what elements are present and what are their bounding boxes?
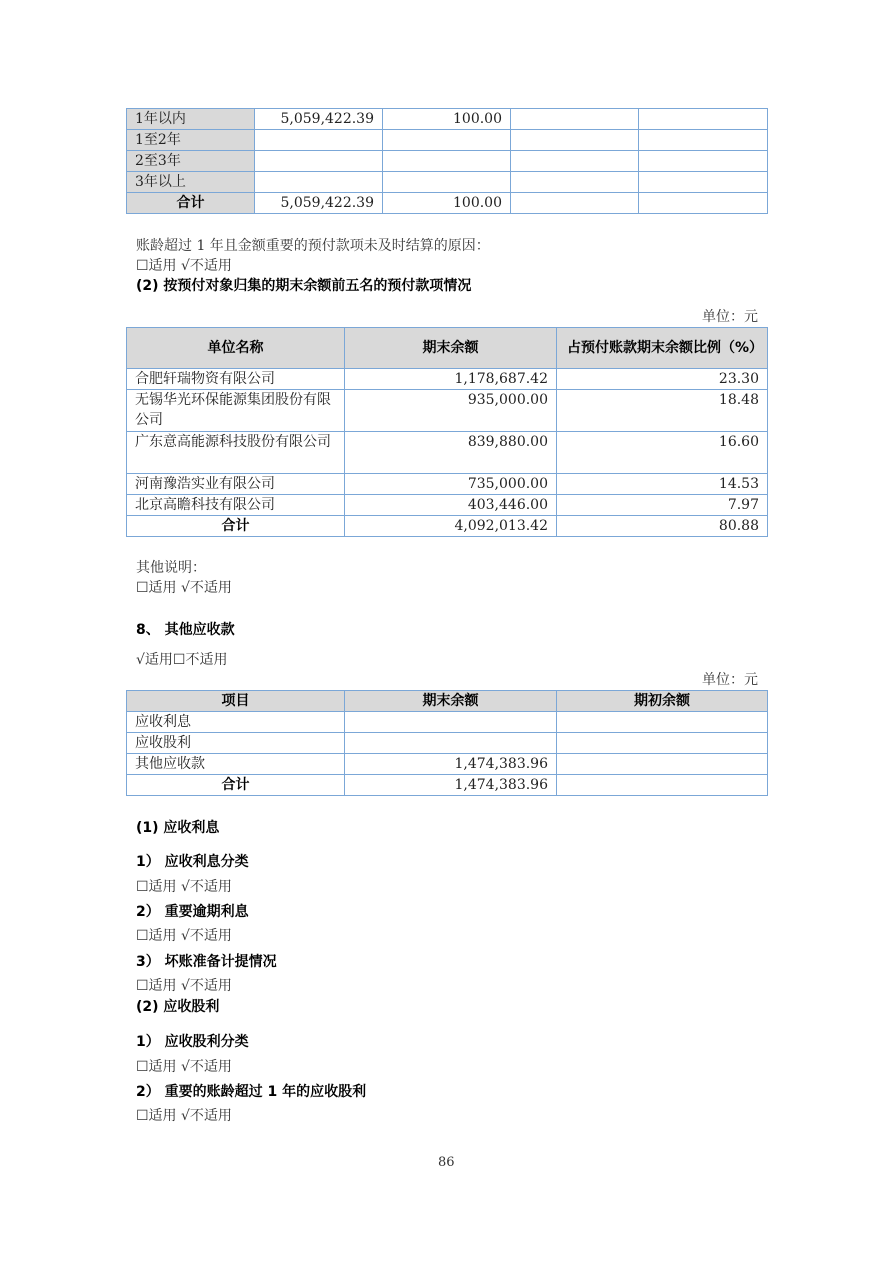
empty-cell [639, 151, 768, 172]
begin-balance-cell [557, 733, 768, 754]
amount-cell: 735,000.00 [345, 474, 557, 495]
table-row [127, 109, 768, 130]
top5-prepayment-table [126, 327, 768, 537]
item-cell: 应收股利 [127, 733, 345, 754]
ratio-cell: 7.97 [557, 495, 768, 516]
interest-sub2-applicability: ☐适用 √不适用 [136, 928, 232, 944]
ratio-cell: 23.30 [557, 369, 768, 390]
empty-cell [639, 172, 768, 193]
section-top5-heading: (2) 按预付对象归集的期末余额前五名的预付款项情况 [136, 278, 472, 294]
begin-balance-cell [557, 712, 768, 733]
dividend-sub1-heading: 1） 应收股利分类 [136, 1034, 249, 1050]
table-row [127, 369, 768, 390]
aging-table [126, 108, 768, 214]
total-row [127, 775, 768, 796]
table-row [127, 495, 768, 516]
company-name: 无锡华光环保能源集团股份有限公司 [127, 390, 345, 432]
table-row [127, 733, 768, 754]
end-balance-cell [345, 733, 557, 754]
table-row [127, 390, 768, 432]
total-ratio: 100.00 [383, 193, 511, 214]
page-number: 86 [438, 1155, 455, 1170]
interest-sub3-heading: 3） 坏账准备计提情况 [136, 954, 277, 970]
table-row [127, 172, 768, 193]
dividend-sub1-applicability: ☐适用 √不适用 [136, 1059, 232, 1075]
other-notes-applicability: ☐适用 √不适用 [136, 580, 232, 596]
empty-cell [639, 130, 768, 151]
total-row [127, 516, 768, 537]
end-balance-cell [345, 712, 557, 733]
row-label: 1年以内 [127, 109, 255, 130]
ratio-cell [383, 130, 511, 151]
interest-heading: (1) 应收利息 [136, 820, 220, 836]
empty-cell [511, 130, 639, 151]
col-header-name: 单位名称 [127, 328, 345, 369]
total-label: 合计 [127, 516, 345, 537]
item-cell: 其他应收款 [127, 754, 345, 775]
end-balance-cell: 1,474,383.96 [345, 754, 557, 775]
ratio-cell [383, 151, 511, 172]
aging-reason-text: 账龄超过 1 年且金额重要的预付款项未及时结算的原因： [136, 238, 490, 254]
col-header-amount: 期末余额 [345, 328, 557, 369]
amount-cell: 1,178,687.42 [345, 369, 557, 390]
empty-cell [639, 193, 768, 214]
interest-sub1-applicability: ☐适用 √不适用 [136, 879, 232, 895]
dividend-sub2-heading: 2） 重要的账龄超过 1 年的应收股利 [136, 1084, 367, 1100]
interest-sub2-heading: 2） 重要逾期利息 [136, 904, 249, 920]
col-header-end-balance: 期末余额 [345, 691, 557, 712]
company-name: 合肥轩瑞物资有限公司 [127, 369, 345, 390]
amount-cell: 839,880.00 [345, 432, 557, 474]
total-row [127, 193, 768, 214]
table-row [127, 712, 768, 733]
ratio-cell: 14.53 [557, 474, 768, 495]
total-ratio: 80.88 [557, 516, 768, 537]
total-amount: 4,092,013.42 [345, 516, 557, 537]
amount-cell [255, 151, 383, 172]
row-label: 1至2年 [127, 130, 255, 151]
amount-cell [255, 172, 383, 193]
company-name: 河南豫浩实业有限公司 [127, 474, 345, 495]
unit-label: 单位：元 [702, 309, 758, 325]
total-amount: 5,059,422.39 [255, 193, 383, 214]
other-notes-label: 其他说明： [136, 560, 206, 576]
table-row [127, 130, 768, 151]
col-header-begin-balance: 期初余额 [557, 691, 768, 712]
ratio-cell [383, 172, 511, 193]
unit-label: 单位：元 [702, 672, 758, 688]
total-label: 合计 [127, 775, 345, 796]
aging-reason-applicability: ☐适用 √不适用 [136, 258, 232, 274]
empty-cell [511, 172, 639, 193]
section-8-heading: 8、 其他应收款 [136, 622, 235, 638]
amount-cell: 403,446.00 [345, 495, 557, 516]
table-row [127, 474, 768, 495]
company-name: 北京高瞻科技有限公司 [127, 495, 345, 516]
header-row [127, 691, 768, 712]
header-row [127, 328, 768, 369]
row-label: 3年以上 [127, 172, 255, 193]
total-label: 合计 [127, 193, 255, 214]
col-header-ratio: 占预付账款期末余额比例（%） [557, 328, 768, 369]
table-row [127, 432, 768, 474]
interest-sub1-heading: 1） 应收利息分类 [136, 854, 249, 870]
empty-cell [511, 109, 639, 130]
section-8-applicability: √适用☐不适用 [136, 652, 228, 668]
empty-cell [639, 109, 768, 130]
amount-cell: 5,059,422.39 [255, 109, 383, 130]
total-begin-balance [557, 775, 768, 796]
ratio-cell: 18.48 [557, 390, 768, 432]
ratio-cell: 100.00 [383, 109, 511, 130]
dividend-sub2-applicability: ☐适用 √不适用 [136, 1108, 232, 1124]
company-name: 广东意高能源科技股份有限公司 [127, 432, 345, 474]
amount-cell [255, 130, 383, 151]
item-cell: 应收利息 [127, 712, 345, 733]
col-header-item: 项目 [127, 691, 345, 712]
table-row [127, 151, 768, 172]
interest-sub3-applicability: ☐适用 √不适用 [136, 978, 232, 994]
empty-cell [511, 193, 639, 214]
row-label: 2至3年 [127, 151, 255, 172]
empty-cell [511, 151, 639, 172]
total-end-balance: 1,474,383.96 [345, 775, 557, 796]
table-row [127, 754, 768, 775]
amount-cell: 935,000.00 [345, 390, 557, 432]
ratio-cell: 16.60 [557, 432, 768, 474]
dividend-heading: (2) 应收股利 [136, 999, 220, 1015]
other-receivables-table [126, 690, 768, 796]
begin-balance-cell [557, 754, 768, 775]
